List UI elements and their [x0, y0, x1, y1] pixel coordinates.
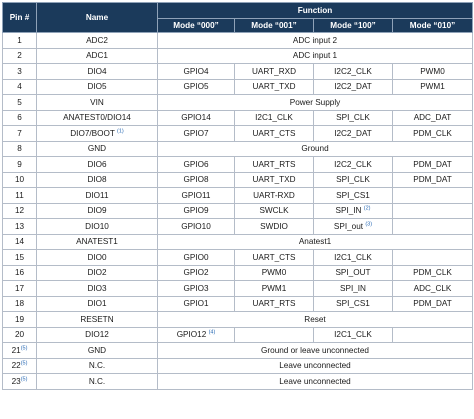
pin-number-cell [3, 48, 37, 64]
pin-number: 20 [14, 330, 25, 340]
table-row [3, 48, 473, 64]
table-row [3, 126, 473, 142]
pin-name-cell [37, 327, 158, 343]
mode-function-cell [158, 327, 235, 343]
mode-function-value: I2C2_CLK [334, 159, 372, 169]
table-row [3, 296, 473, 312]
mode-function-cell [314, 64, 393, 80]
mode-function-value: PWM0 [261, 268, 287, 278]
function-span-cell: Power Supply [158, 95, 473, 111]
mode-function-value: GPIO9 [183, 206, 209, 216]
table-body [3, 33, 473, 390]
table-row [3, 64, 473, 80]
pin-number-cell [3, 33, 37, 49]
mode-function-cell [235, 172, 314, 188]
table-row [3, 33, 473, 49]
mode-function-value: I2C1_CLK [334, 330, 372, 340]
table-row [3, 188, 473, 204]
pin-name-cell [37, 141, 158, 157]
mode-function-cell [235, 250, 314, 266]
table-row [3, 79, 473, 95]
mode-function-cell [235, 219, 314, 235]
table-row [3, 234, 473, 250]
pin-number: 4 [17, 82, 22, 92]
mode-function-value: ADC_DAT [413, 113, 452, 123]
mode-function-cell [314, 157, 393, 173]
mode-function-value: SPI_CS1 [336, 299, 370, 309]
pin-name-cell [37, 265, 158, 281]
mode-function-cell [235, 110, 314, 126]
pin-number-cell [3, 203, 37, 219]
pin-name: N.C. [88, 376, 106, 386]
pin-name-cell [37, 358, 158, 374]
pin-number-cell [3, 219, 37, 235]
pin-name: N.C. [88, 361, 106, 371]
mode-function-value: I2C2_DAT [334, 82, 372, 92]
mode-function-cell [235, 265, 314, 281]
mode-function-value: GPIO6 [183, 159, 209, 169]
pin-number-cell [3, 265, 37, 281]
table-row [3, 203, 473, 219]
mode-function-value: GPIO7 [183, 128, 209, 138]
mode-function-value: ADC_CLK [413, 283, 452, 293]
pin-name: DIO1 [87, 299, 107, 309]
mode-header-010: Mode “010” [393, 19, 473, 33]
pin-number: 12 [14, 206, 25, 216]
pin-number: 2 [17, 51, 22, 61]
mode-function-cell [393, 172, 473, 188]
mode-function-cell [393, 265, 473, 281]
pin-number: 9 [17, 159, 22, 169]
table-row [3, 343, 473, 359]
mode-function-value: GPIO3 [183, 283, 209, 293]
mode-header-001: Mode “001” [235, 19, 314, 33]
pin-footnote-ref: (5) [20, 345, 28, 352]
pin-number-cell [3, 281, 37, 297]
mode-function-cell [393, 79, 473, 95]
mode-function-cell [314, 327, 393, 343]
mode-function-cell [393, 250, 473, 266]
pin-number: 8 [17, 144, 22, 154]
pin-number: 17 [14, 283, 25, 293]
mode-function-value: I2C1_CLK [255, 113, 293, 123]
mode-function-cell [158, 126, 235, 142]
table-row [3, 374, 473, 390]
mode-function-cell [393, 157, 473, 173]
mode-function-value: GPIO12 [176, 330, 207, 340]
pin-name: DIO12 [85, 330, 109, 340]
pin-number: 21 [11, 345, 21, 355]
pin-name-cell [37, 188, 158, 204]
mode-function-cell [393, 296, 473, 312]
mode-function-cell [393, 126, 473, 142]
mode-function-value: PDM_DAT [413, 175, 452, 185]
mode-function-cell [393, 64, 473, 80]
table-row [3, 265, 473, 281]
function-span-cell: Ground [158, 141, 473, 157]
pin-name: ANATEST0/DIO14 [63, 113, 131, 123]
mode-function-value: GPIO2 [183, 268, 209, 278]
pin-name-cell [37, 296, 158, 312]
table-row [3, 172, 473, 188]
pin-name-cell [37, 234, 158, 250]
mode-function-cell [235, 64, 314, 80]
mode-function-value: UART_RTS [252, 299, 296, 309]
table-row [3, 157, 473, 173]
pin-name-cell [37, 110, 158, 126]
mode-function-value: I2C1_CLK [334, 252, 372, 262]
function-span-cell: Reset [158, 312, 473, 328]
pin-name-cell [37, 250, 158, 266]
pin-name: DIO4 [87, 66, 107, 76]
table-row [3, 281, 473, 297]
mode-function-cell [314, 281, 393, 297]
mode-function-value: SPI_out [333, 221, 364, 231]
mode-function-cell [314, 172, 393, 188]
name-column-header: Name [37, 3, 158, 33]
mode-function-value: I2C2_CLK [334, 66, 372, 76]
pin-number-cell [3, 141, 37, 157]
mode-function-cell [393, 188, 473, 204]
pin-number-cell [3, 95, 37, 111]
mode-function-cell [393, 219, 473, 235]
pin-name: GND [87, 345, 107, 355]
pin-number: 19 [14, 314, 25, 324]
pin-name-cell [37, 374, 158, 390]
function-span-cell: ADC input 2 [158, 33, 473, 49]
mode-function-cell [235, 188, 314, 204]
pin-number: 13 [14, 221, 25, 231]
mode-function-value: UART_CTS [252, 252, 296, 262]
mode-function-value: PDM_DAT [413, 159, 452, 169]
mode-function-value: PWM1 [420, 82, 445, 92]
function-span-cell: Ground or leave unconnected [158, 343, 473, 359]
pin-number: 5 [17, 97, 22, 107]
pin-name: ADC2 [86, 35, 108, 45]
pin-number-cell [3, 234, 37, 250]
pin-number: 10 [14, 175, 25, 185]
mode-header-000: Mode “000” [158, 19, 235, 33]
pin-number-cell [3, 188, 37, 204]
pin-number-cell [3, 327, 37, 343]
mode-function-cell [235, 327, 314, 343]
pin-name: DIO2 [87, 268, 107, 278]
pin-name-cell [37, 33, 158, 49]
pin-number-cell [3, 172, 37, 188]
name-footnote-ref: (1) [116, 128, 124, 135]
pin-number-cell [3, 64, 37, 80]
pin-name-cell [37, 203, 158, 219]
pin-number: 23 [11, 376, 21, 386]
pin-name-cell [37, 48, 158, 64]
pin-number: 16 [14, 268, 25, 278]
pin-number: 15 [14, 252, 25, 262]
mode-function-value: UART_TXD [252, 175, 296, 185]
mode-function-cell [235, 203, 314, 219]
mode-function-value: GPIO8 [183, 175, 209, 185]
table-row [3, 141, 473, 157]
pin-number-cell [3, 358, 37, 374]
mode-function-value: SPI_CLK [336, 175, 370, 185]
pin-name-cell [37, 157, 158, 173]
pin-number-cell [3, 250, 37, 266]
function-span-cell: Leave unconnected [158, 358, 473, 374]
mode-function-cell [158, 79, 235, 95]
function-footnote-ref: (4) [208, 329, 216, 336]
table-row [3, 327, 473, 343]
pin-name: ANATEST1 [76, 237, 118, 247]
mode-function-cell [158, 110, 235, 126]
function-footnote-ref: (2) [363, 205, 371, 212]
mode-header-100: Mode “100” [314, 19, 393, 33]
pin-footnote-ref: (5) [20, 376, 28, 383]
mode-function-value: I2C2_DAT [334, 128, 372, 138]
pin-name: RESETN [80, 314, 114, 324]
pin-name-cell [37, 219, 158, 235]
pin-name: DIO8 [87, 175, 107, 185]
mode-function-value: UART-RXD [253, 190, 295, 200]
pin-name: DIO7/BOOT [70, 128, 115, 138]
pin-name: DIO6 [87, 159, 107, 169]
pin-name: DIO3 [87, 283, 107, 293]
pin-footnote-ref: (5) [20, 360, 28, 367]
mode-function-cell [314, 79, 393, 95]
pin-number: 1 [17, 35, 22, 45]
mode-function-cell [158, 250, 235, 266]
mode-function-value: SPI_CLK [336, 113, 370, 123]
table-row [3, 358, 473, 374]
mode-function-cell [235, 79, 314, 95]
mode-function-cell [314, 250, 393, 266]
pin-column-header: Pin # [3, 3, 37, 33]
mode-function-value: UART_RTS [252, 159, 296, 169]
function-span-cell: Anatest1 [158, 234, 473, 250]
mode-function-cell [314, 265, 393, 281]
mode-function-cell [158, 219, 235, 235]
mode-function-cell [235, 296, 314, 312]
pin-number: 6 [17, 113, 22, 123]
mode-function-cell [393, 110, 473, 126]
mode-function-cell [314, 126, 393, 142]
pin-number: 14 [14, 237, 25, 247]
table-row [3, 95, 473, 111]
table-row [3, 219, 473, 235]
pin-number-cell [3, 343, 37, 359]
mode-function-cell [393, 203, 473, 219]
pin-number-cell [3, 126, 37, 142]
pin-name-cell [37, 172, 158, 188]
mode-function-value: SWDIO [260, 221, 288, 231]
mode-function-cell [393, 281, 473, 297]
pin-name: DIO9 [87, 206, 107, 216]
mode-function-cell [314, 188, 393, 204]
mode-function-value: UART_RXD [252, 66, 296, 76]
table-row [3, 250, 473, 266]
pin-name-cell [37, 281, 158, 297]
mode-function-cell [235, 157, 314, 173]
mode-function-value: PDM_DAT [413, 299, 452, 309]
mode-function-cell [393, 327, 473, 343]
pin-function-table [2, 2, 473, 390]
pin-number-cell [3, 110, 37, 126]
mode-function-value: GPIO10 [181, 221, 211, 231]
pin-number-cell [3, 312, 37, 328]
pin-number: 3 [17, 66, 22, 76]
pin-number: 22 [11, 361, 21, 371]
pin-name: DIO11 [85, 190, 109, 200]
pin-number-cell [3, 157, 37, 173]
mode-function-cell [158, 281, 235, 297]
pin-name: VIN [90, 97, 104, 107]
mode-function-cell [158, 64, 235, 80]
mode-function-value: GPIO5 [183, 82, 209, 92]
mode-function-value: SPI_CS1 [336, 190, 370, 200]
mode-function-cell [158, 172, 235, 188]
function-span-cell: Leave unconnected [158, 374, 473, 390]
pin-number: 18 [14, 299, 25, 309]
pin-name-cell [37, 79, 158, 95]
pin-name-cell [37, 95, 158, 111]
mode-function-value: SWCLK [259, 206, 289, 216]
mode-function-cell [314, 296, 393, 312]
mode-function-value: PDM_CLK [413, 128, 452, 138]
mode-function-value: PWM1 [261, 283, 287, 293]
mode-function-value: GPIO1 [183, 299, 209, 309]
mode-function-cell [158, 203, 235, 219]
mode-function-cell [314, 110, 393, 126]
mode-function-value: UART_TXD [252, 82, 296, 92]
pin-number-cell [3, 79, 37, 95]
mode-function-cell [314, 219, 393, 235]
header-row-top [3, 3, 473, 19]
mode-function-value: UART_CTS [252, 128, 296, 138]
pin-name: ADC1 [86, 51, 108, 61]
mode-function-value: SPI_IN [335, 206, 362, 216]
function-span-cell: ADC input 1 [158, 48, 473, 64]
pin-name: DIO5 [87, 82, 107, 92]
mode-function-value: SPI_OUT [335, 268, 371, 278]
mode-function-cell [158, 188, 235, 204]
mode-function-cell [235, 281, 314, 297]
pin-name: DIO0 [87, 252, 107, 262]
pin-name-cell [37, 64, 158, 80]
mode-function-value: GPIO11 [181, 190, 211, 200]
mode-function-cell [158, 157, 235, 173]
mode-function-value: GPIO14 [181, 113, 211, 123]
mode-function-value: GPIO0 [183, 252, 209, 262]
pin-number-cell [3, 296, 37, 312]
mode-function-value: SPI_IN [340, 283, 366, 293]
table-row [3, 110, 473, 126]
pin-name-cell [37, 343, 158, 359]
pin-number: 7 [17, 128, 22, 138]
pin-number: 11 [15, 190, 24, 200]
function-footnote-ref: (3) [365, 221, 373, 228]
function-column-header: Function [158, 3, 473, 19]
pin-number-cell [3, 374, 37, 390]
mode-function-cell [314, 203, 393, 219]
pin-name: DIO10 [85, 221, 109, 231]
mode-function-cell [158, 265, 235, 281]
mode-function-value: GPIO4 [183, 66, 209, 76]
mode-function-cell [158, 296, 235, 312]
pin-name-cell [37, 126, 158, 142]
pin-name-cell [37, 312, 158, 328]
pin-name: GND [87, 144, 107, 154]
mode-function-value: PDM_CLK [413, 268, 452, 278]
mode-function-value: PWM0 [420, 66, 445, 76]
mode-function-cell [235, 126, 314, 142]
table-row [3, 312, 473, 328]
